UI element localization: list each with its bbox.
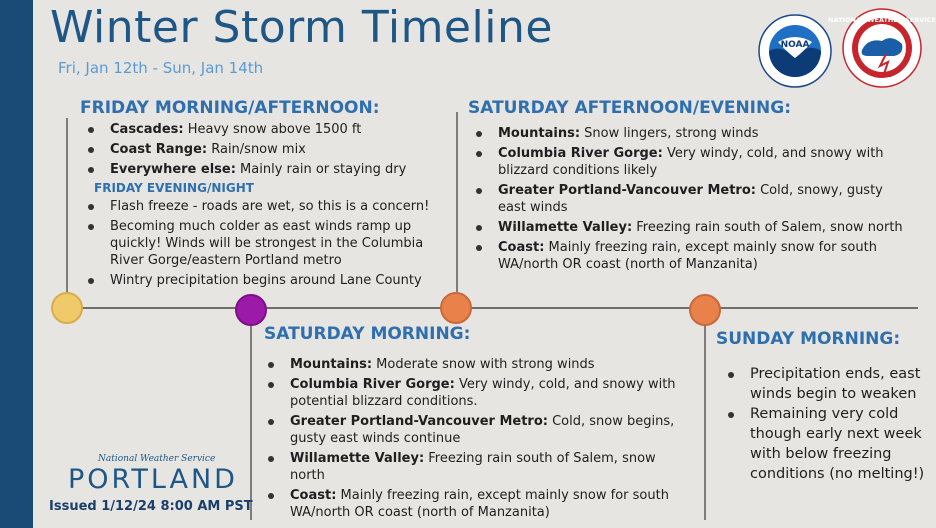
list-item: Remaining very cold though early next week with below freezing conditions (no melting!) xyxy=(722,404,928,484)
list-item xyxy=(82,161,454,178)
item-text: Rain/snow mix xyxy=(207,142,306,157)
list-item xyxy=(262,487,694,521)
list-item: Becoming much colder as east winds ramp up quickly! Winds will be strongest in the Columbia River Gorge/eastern Portland metro xyxy=(82,218,454,269)
friday-night-heading: FRIDAY EVENING/NIGHT xyxy=(94,181,254,195)
connector-friday xyxy=(66,118,68,294)
left-sidebar-bar xyxy=(0,0,33,528)
list-item: Flash freeze - roads are wet, so this is a concern! xyxy=(82,198,454,215)
item-text: Mainly freezing rain, except mainly snow for south WA/north OR coast (north of Manzanita) xyxy=(498,240,877,272)
list-item xyxy=(82,141,454,158)
item-text: Mainly rain or staying dry xyxy=(235,162,407,177)
list-item xyxy=(82,121,454,138)
nws-logo xyxy=(828,8,936,88)
item-text: Cold, snowy, gusty east winds xyxy=(498,183,883,215)
item-label: Columbia River Gorge: xyxy=(290,377,455,392)
page-title: Winter Storm Timeline xyxy=(50,2,553,53)
item-text: Very windy, cold, and snowy with blizzard conditions likely xyxy=(498,146,884,178)
connector-saturday-pm xyxy=(456,112,458,292)
timeline-dot-friday-night xyxy=(235,294,267,326)
item-label: Everywhere else: xyxy=(110,162,236,177)
timeline-axis xyxy=(52,307,918,309)
office-logo-text: PORTLAND xyxy=(68,464,238,495)
saturday-pm-list xyxy=(470,125,910,276)
item-text: Snow lingers, strong winds xyxy=(580,126,759,141)
item-label: Mountains: xyxy=(498,126,581,141)
item-text: Moderate snow with strong winds xyxy=(372,357,595,372)
list-item: Wintry precipitation begins around Lane County xyxy=(82,272,454,289)
item-text: Cold, snow begins, gusty east winds continue xyxy=(290,414,675,446)
office-logo-small-text: National Weather Service xyxy=(98,454,216,464)
issued-timestamp: Issued 1/12/24 8:00 AM PST xyxy=(49,499,253,514)
item-label: Mountains: xyxy=(290,357,373,372)
timeline-dot-friday xyxy=(51,292,83,324)
list-item xyxy=(470,182,910,216)
item-label: Coast: xyxy=(290,488,337,503)
item-text: Mainly freezing rain, except mainly snow for south WA/north OR coast (north of Manzanita) xyxy=(290,488,669,520)
sunday-heading: SUNDAY MORNING: xyxy=(716,329,901,349)
list-item xyxy=(262,356,694,373)
item-label: Greater Portland-Vancouver Metro: xyxy=(498,183,756,198)
item-text: Freezing rain south of Salem, snow north xyxy=(290,451,656,483)
list-item xyxy=(262,413,694,447)
date-range: Fri, Jan 12th - Sun, Jan 14th xyxy=(58,59,264,77)
list-item xyxy=(470,239,910,273)
saturday-pm-heading: SATURDAY AFTERNOON/EVENING: xyxy=(468,98,791,118)
list-item xyxy=(470,125,910,142)
list-item xyxy=(470,145,910,179)
connector-saturday-am xyxy=(250,322,252,520)
friday-list xyxy=(82,121,454,181)
list-item xyxy=(470,219,910,236)
saturday-am-heading: SATURDAY MORNING: xyxy=(264,324,471,344)
friday-heading: FRIDAY MORNING/AFTERNOON: xyxy=(80,98,380,118)
item-label: Columbia River Gorge: xyxy=(498,146,663,161)
noaa-logo xyxy=(758,14,832,88)
item-label: Cascades: xyxy=(110,122,184,137)
timeline-dot-sunday xyxy=(689,294,721,326)
item-text: Very windy, cold, and snowy with potential blizzard conditions. xyxy=(290,377,676,409)
list-item xyxy=(262,450,694,484)
noaa-logo-text: NOAA xyxy=(780,40,810,50)
list-item: Precipitation ends, east winds begin to weaken xyxy=(722,364,928,404)
friday-night-list xyxy=(82,198,454,292)
sunday-list xyxy=(722,364,928,484)
item-label: Greater Portland-Vancouver Metro: xyxy=(290,414,548,429)
item-label: Willamette Valley: xyxy=(290,451,425,466)
nws-logo-text: NATIONAL WEATHER SERVICE xyxy=(828,16,936,24)
item-label: Coast Range: xyxy=(110,142,208,157)
list-item xyxy=(262,376,694,410)
item-label: Coast: xyxy=(498,240,545,255)
item-text: Freezing rain south of Salem, snow north xyxy=(632,220,903,235)
item-text: Heavy snow above 1500 ft xyxy=(183,122,362,137)
saturday-am-list xyxy=(262,356,694,524)
item-label: Willamette Valley: xyxy=(498,220,633,235)
timeline-dot-saturday xyxy=(440,292,472,324)
connector-sunday xyxy=(704,322,706,520)
